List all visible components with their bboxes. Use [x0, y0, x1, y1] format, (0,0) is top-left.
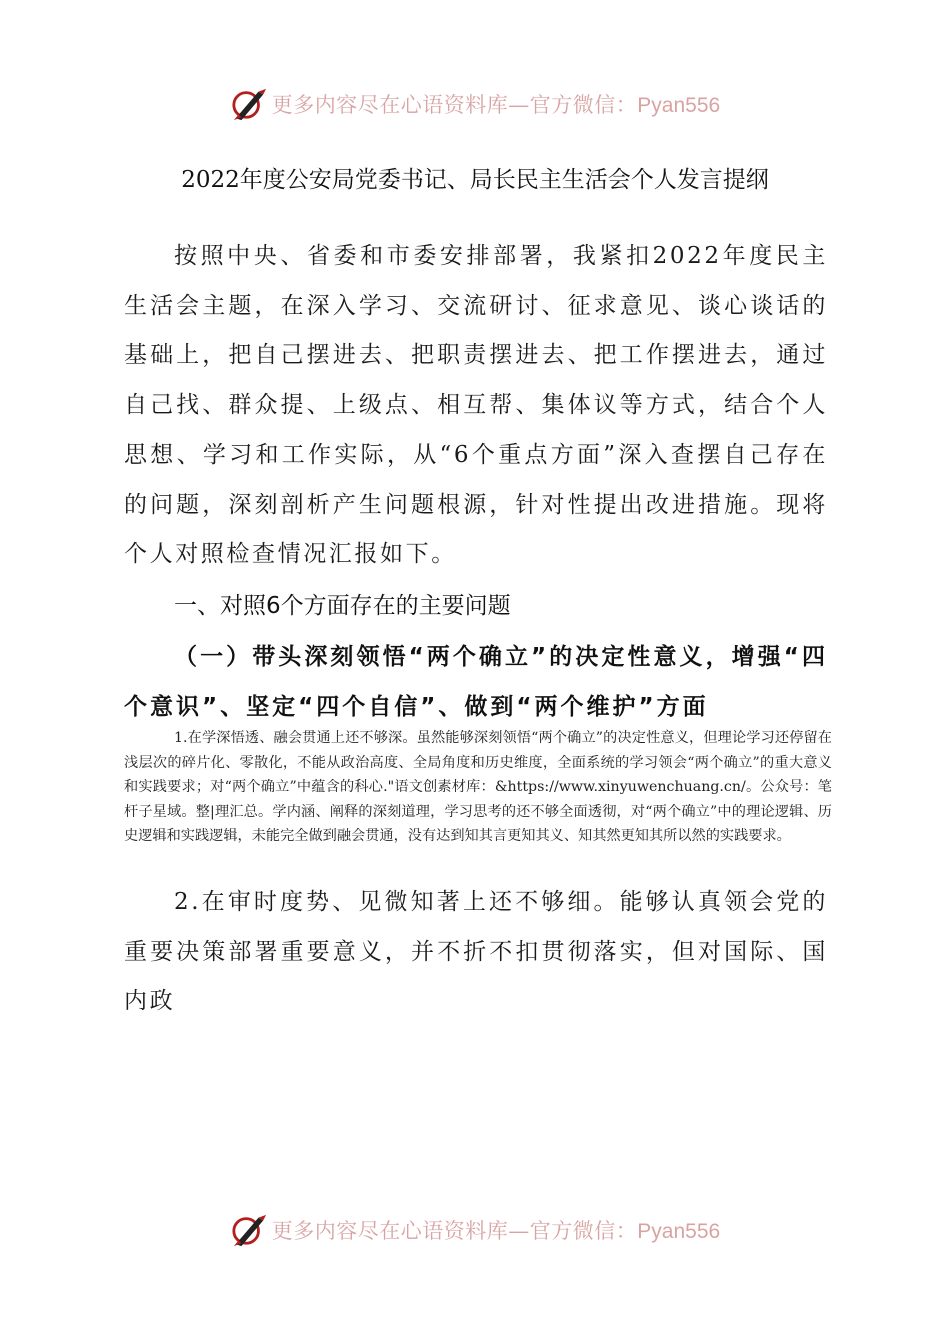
- wechat-id: Pyan556: [637, 94, 721, 117]
- pen-in-circle-icon: [230, 1212, 268, 1248]
- banner-text: 更多内容尽在心语资料库—官方微信：Pyan556: [271, 93, 721, 117]
- subsection-heading: （一）带头深刻领悟“两个确立”的决定性意义，增强“四个意识”、坚定“四个自信”、做到“两个维护”方面: [124, 644, 828, 720]
- item-1-paragraph: 1.在学深悟透、融会贯通上还不够深。虽然能够深刻领悟“两个确立”的决定性意义，但理论学习还停留在浅层次的碎片化、零散化，不能从政治高度、全局角度和历史维度，全面系统的学习领会“两个确立”的重大意义和实践要求；对“两个确立”中蕴含的科心."语文创素材库：&https://www.xinyuwenchuang.cn/。公众号：笔杆子星域。整|理汇总。学内涵、阐释的深刻道理，学习思考的还不够全面透彻，对“两个确立”中的理论逻辑、历史逻辑和实践逻辑，未能完全做到融会贯通，没有达到知其言更知其义、知其然更知其所以然的实践要求。: [124, 730, 832, 845]
- item-2-paragraph: 2.在审时度势、见微知著上还不够细。能够认真领会党的重要决策部署重要意义，并不折不扣贯彻落实，但对国际、国内政: [124, 889, 828, 1015]
- intro-paragraph: 按照中央、省委和市委安排部署，我紧扣2022年度民主生活会主题，在深入学习、交流研讨、征求意见、谈心谈话的基础上，把自己摆进去、把职责摆进去、把工作摆进去，通过自己找、群众提、上级点、相互帮、集体议等方式，结合个人思想、学习和工作实际，从“6个重点方面”深入查摆自己存在的问题，深刻剖析产生问题根源，针对性提出改进措施。现将个人对照检查情况汇报如下。: [124, 243, 828, 568]
- pen-in-circle-icon: [230, 86, 268, 122]
- header-banner: [0, 86, 950, 122]
- document-title: 2022年度公安局党委书记、局长民主生活会个人发言提纲: [181, 167, 769, 193]
- wechat-id: Pyan556: [637, 1220, 721, 1243]
- footer-banner: [0, 1212, 950, 1248]
- section-heading: 一、对照6个方面存在的主要问题: [174, 593, 511, 619]
- banner-text: 更多内容尽在心语资料库—官方微信：Pyan556: [271, 1219, 721, 1243]
